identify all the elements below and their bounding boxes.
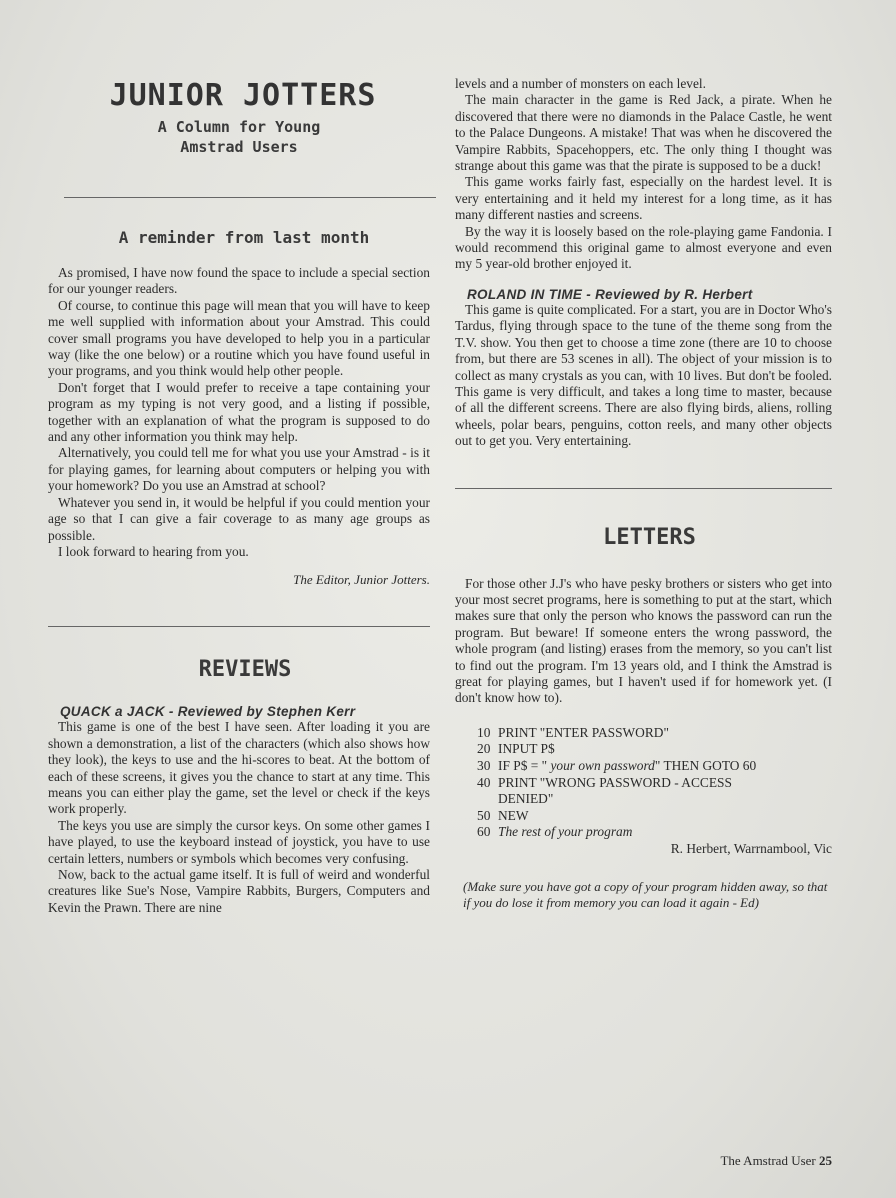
code-segment-italic: your own password bbox=[550, 757, 655, 773]
code-segment: " THEN GOTO 60 bbox=[654, 757, 757, 773]
reminder-heading: A reminder from last month bbox=[118, 228, 370, 247]
reviews-heading: REVIEWS bbox=[198, 657, 292, 683]
reminder-paragraph: Don't forget that I would prefer to receive a tape containing your program as my typing is not very good, and a listing if possible, together with an explanation of what the program is supposed to do and any other information you think may help. bbox=[48, 379, 430, 445]
code-text bbox=[498, 758, 832, 775]
page-number: 25 bbox=[819, 1153, 832, 1168]
review-paragraph: The main character in the game is Red Jack, a pirate. When he discovered that there were no diamonds in the Palace Castle, he went to the Palace Dungeons. A mistake! That was when he discovered the Vampire Rabbits, Spacehoppers, etc. The only thing I thought was strange about this game was that the pirate is supposed to be a duck! bbox=[455, 92, 832, 174]
review-paragraph: levels and a number of monsters on each level. bbox=[455, 76, 706, 91]
code-text bbox=[498, 741, 832, 758]
code-text bbox=[498, 824, 832, 841]
quack-review-body bbox=[48, 719, 430, 916]
code-text bbox=[498, 725, 832, 742]
code-line bbox=[477, 758, 832, 775]
roland-review-body bbox=[455, 302, 832, 450]
reminder-paragraph: Alternatively, you could tell me for what you use your Amstrad - is it for playing games, for learning about computers or helping you with your homework? Do you use an Amstrad at school? bbox=[48, 445, 430, 494]
line-number: 10 bbox=[477, 724, 491, 740]
divider bbox=[455, 488, 832, 489]
review-paragraph: By the way it is loosely based on the role-playing game Fandonia. I would recommend this original game to almost everyone and even my 5 year-old brother enjoyed it. bbox=[455, 223, 832, 272]
code-line bbox=[477, 741, 832, 758]
code-line bbox=[477, 725, 832, 742]
reminder-paragraph: I look forward to hearing from you. bbox=[58, 543, 249, 559]
letters-heading: LETTERS bbox=[603, 524, 696, 550]
line-number: 20 bbox=[477, 741, 491, 757]
review-paragraph: This game works fairly fast, especially on the hardest level. It is very entertaining and it held my interest for a long time, as it has many different nasties and screens. bbox=[455, 174, 832, 223]
roland-review-heading: ROLAND IN TIME - Reviewed by R. Herbert bbox=[467, 286, 753, 302]
code-segment-italic: The rest of your program bbox=[498, 824, 633, 840]
review-paragraph: Now, back to the actual game itself. It is full of weird and wonderful creatures like Sue's Nose, Vampire Rabbits, Burgers, Computers and Kevin the Prawn. There are nine bbox=[48, 866, 430, 915]
quack-review-heading: QUACK a JACK - Reviewed by Stephen Kerr bbox=[60, 704, 356, 720]
code-segment: PRINT "ENTER PASSWORD" bbox=[498, 724, 669, 740]
reminder-body bbox=[48, 265, 430, 560]
review-paragraph: This game is quite complicated. For a start, you are in Doctor Who's Tardus, flying through space to the tune of the theme song from the T.V. show. You then get to choose a time zone (there are 10 to choose from, but there are 53 scenes in all). The object of your mission is to collect as many crystals as you can, with 10 lives. But don't be fooled. This game is very difficult, and takes a long time to master, because of all the different screens. There are also flying birds, aliens, rolling wheels, polar bears, penguins, cotton reels, and many other objects out to get you. Very entertaining. bbox=[455, 301, 832, 449]
reminder-paragraph: Of course, to continue this page will mean that you will have to keep me well supplied with information about your Amstrad. This could cover small programs you have developed to help you in a particular way (like the one below) or a routine which you have found useful in your programs, and you think would help other people. bbox=[48, 297, 430, 379]
code-text bbox=[498, 775, 832, 808]
masthead-subtitle-line2: Amstrad Users bbox=[180, 138, 298, 156]
line-number: 60 bbox=[477, 824, 491, 840]
editor-signoff: The Editor, Junior Jotters. bbox=[293, 572, 430, 588]
code-line bbox=[477, 775, 832, 808]
code-segment: IF P$ = " bbox=[498, 757, 551, 773]
right-column bbox=[455, 76, 832, 912]
letter-body bbox=[455, 576, 832, 707]
line-number: 30 bbox=[477, 757, 491, 773]
letter-paragraph: For those other J.J's who have pesky brothers or sisters who get into your most secret programs, here is something to put at the start, which makes sure that only the person who knows the password can run the program. But beware! If someone enters the wrong password, the whole program (and listing) erases from the memory, so you can't list to find out the program. I'm 13 years old, and I think the Amstrad is great for playing games, but I haven't used if for homework yet. (I don't know how to). bbox=[455, 575, 832, 706]
line-number: 40 bbox=[477, 774, 491, 790]
reminder-paragraph: Whatever you send in, it would be helpful if you could mention your age so that I can give a fair coverage to as many age groups as possible. bbox=[48, 494, 430, 543]
code-line bbox=[477, 808, 832, 825]
masthead-title: JUNIOR JOTTERS bbox=[109, 78, 377, 113]
page-footer bbox=[720, 1153, 832, 1169]
review-paragraph: This game is one of the best I have seen. After loading it you are shown a demonstration, a list of the characters (which also shows how they look), the keys to use and the hi-scores to beat. At the bottom of each of these screens, it gives you the chance to start at any time. This means you can either play the game, set the level or check if the keys work properly. bbox=[48, 719, 430, 817]
code-text bbox=[498, 808, 832, 825]
quack-review-continued bbox=[455, 76, 832, 273]
line-number: 50 bbox=[477, 807, 491, 823]
code-segment: INPUT P$ bbox=[498, 741, 555, 757]
divider bbox=[48, 626, 430, 627]
review-paragraph: The keys you use are simply the cursor keys. On some other games I have played, to use the keyboard instead of joystick, you have to use certain letters, numbers or symbols which becomes very confusing. bbox=[48, 817, 430, 866]
divider bbox=[64, 197, 436, 198]
masthead-subtitle-line1: A Column for Young bbox=[157, 118, 321, 136]
publication-name: The Amstrad User bbox=[720, 1153, 816, 1168]
editor-note: (Make sure you have got a copy of your program hidden away, so that if you do lose it from memory you can load it again - Ed) bbox=[463, 878, 828, 911]
letter-credit: R. Herbert, Warrnambool, Vic bbox=[670, 840, 832, 856]
left-column bbox=[48, 78, 430, 916]
masthead-subtitle bbox=[48, 117, 430, 157]
reminder-paragraph: As promised, I have now found the space to include a special section for our younger readers. bbox=[48, 265, 430, 297]
basic-program-listing bbox=[455, 725, 832, 841]
code-segment: PRINT "WRONG PASSWORD - ACCESS DENIED" bbox=[498, 774, 732, 807]
code-segment: NEW bbox=[498, 807, 529, 823]
code-line bbox=[477, 824, 832, 841]
